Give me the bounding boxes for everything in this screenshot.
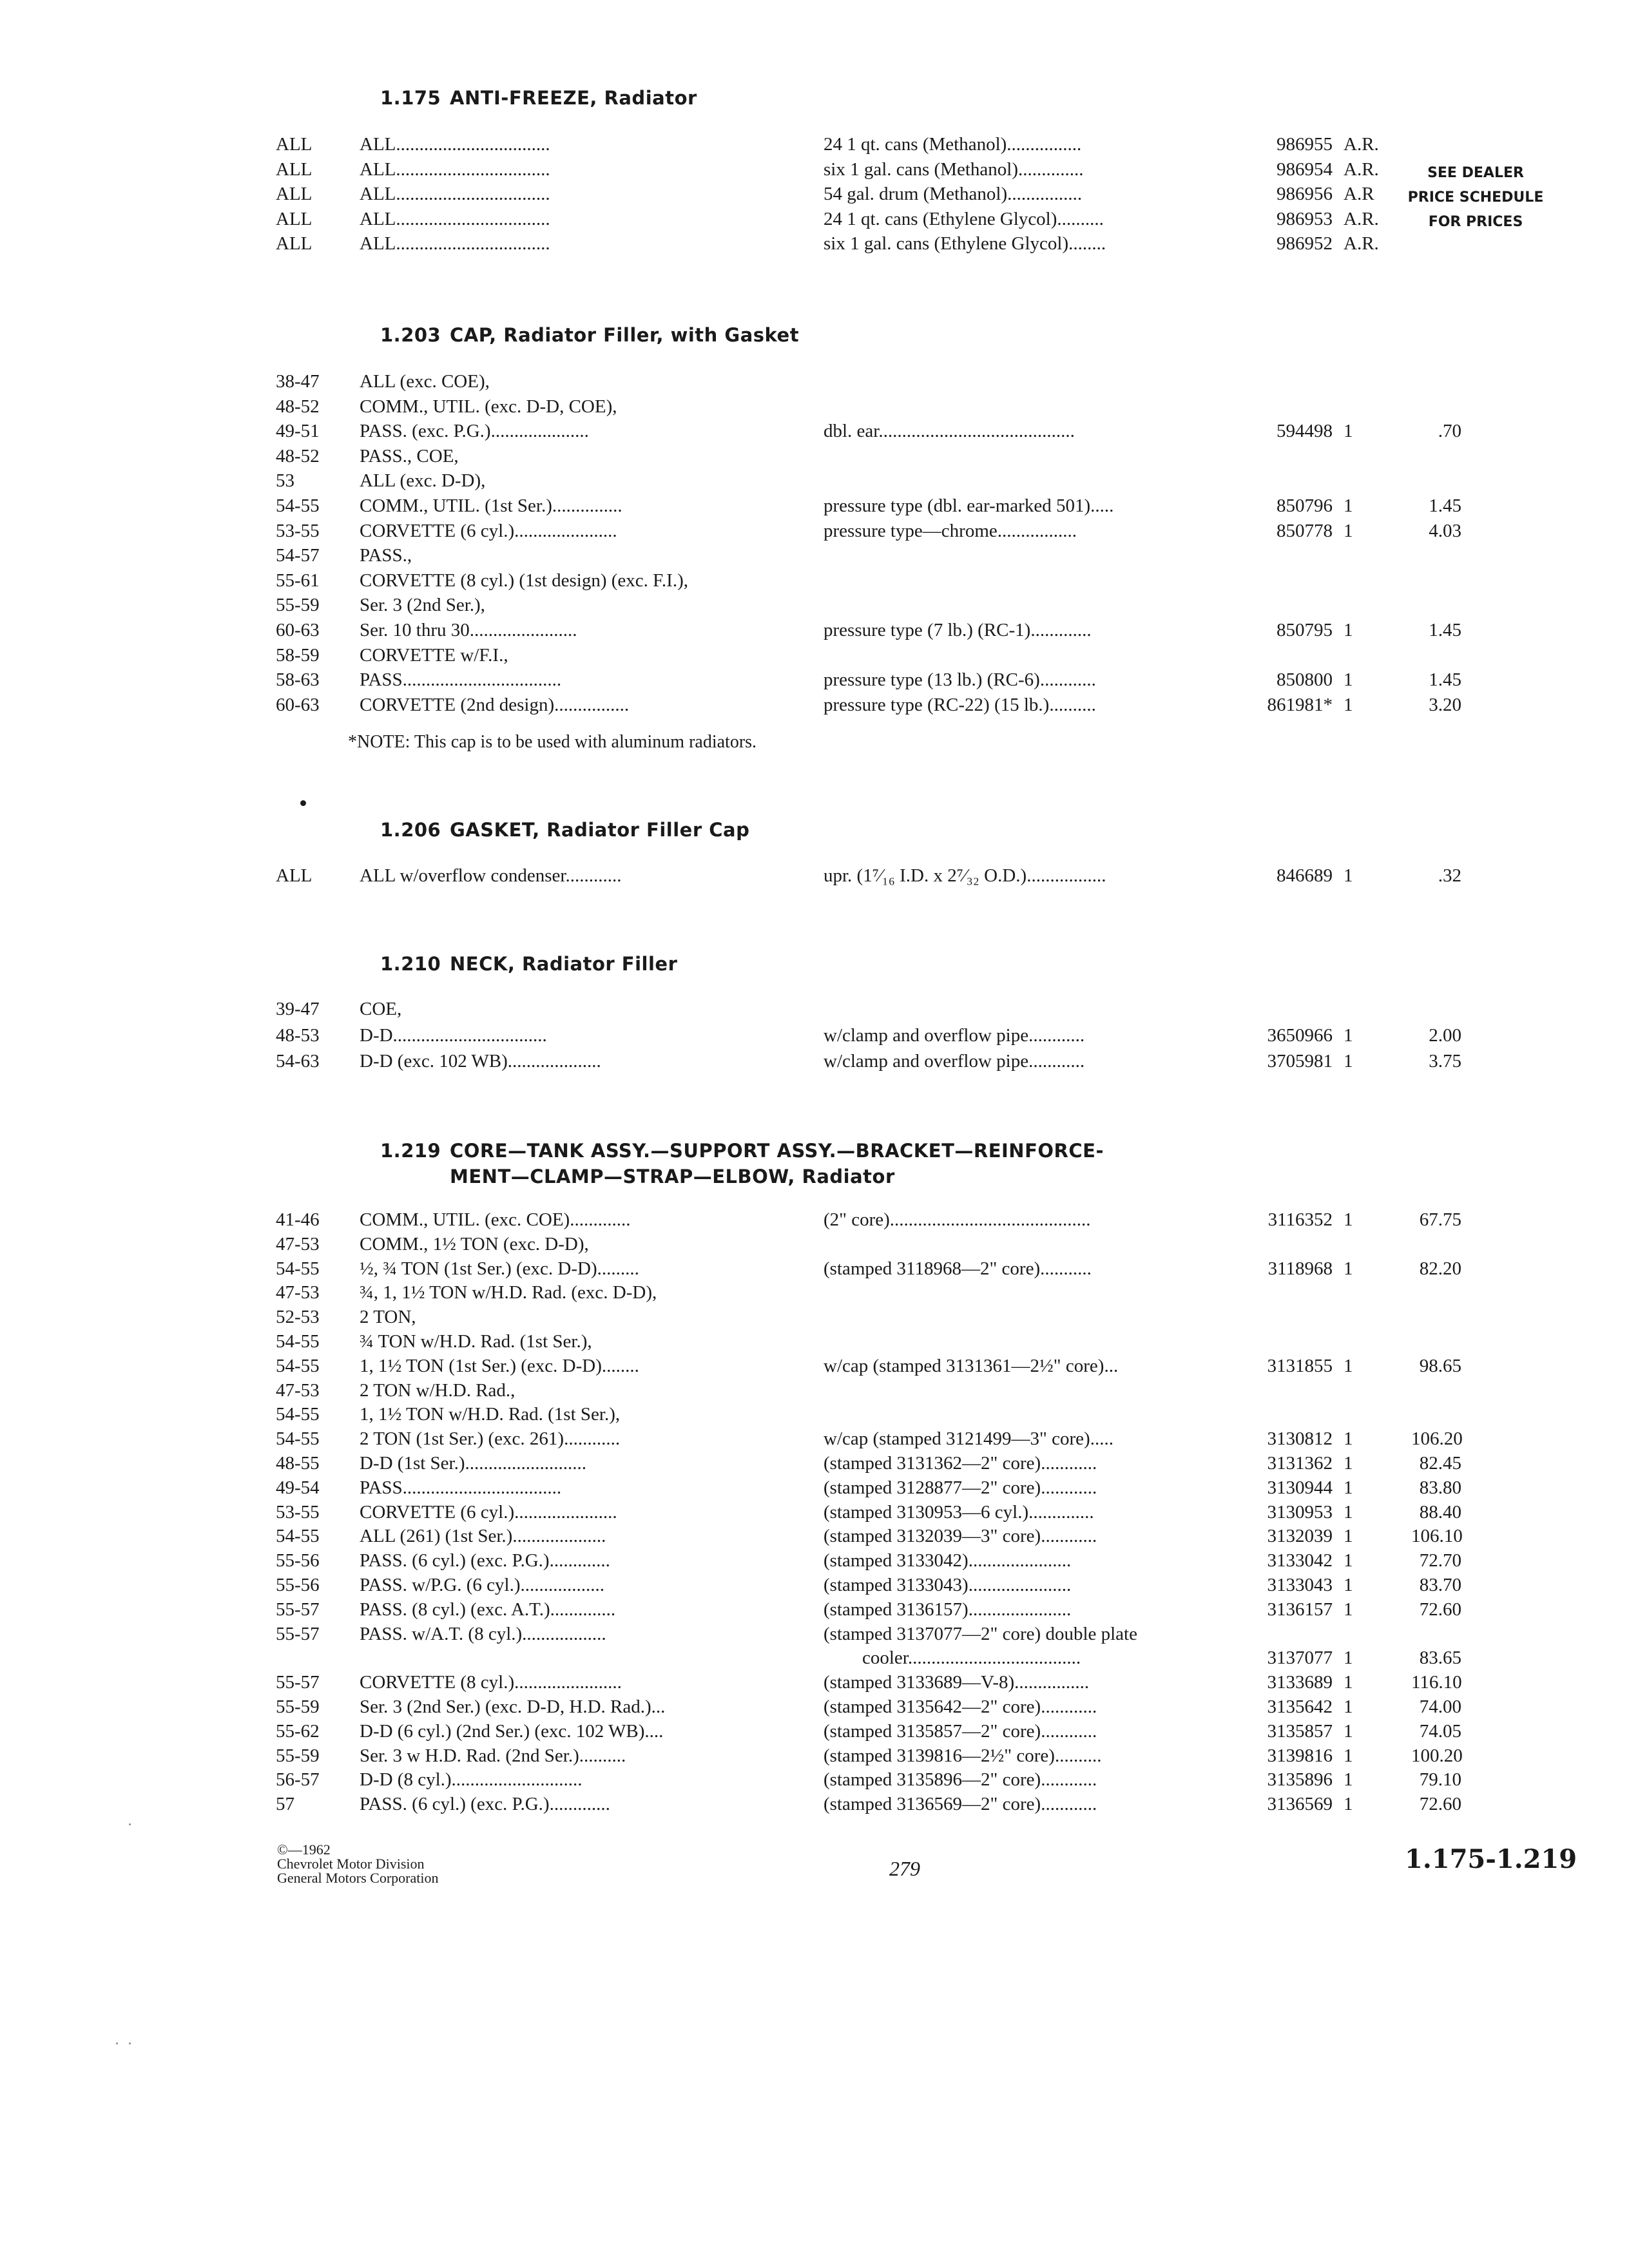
page-section-range: 1.175-1.219: [1405, 1844, 1577, 1874]
part-number: 850796: [1277, 495, 1333, 516]
part-description: w/clamp and overflow pipe............: [824, 1051, 1085, 1072]
part-description: (stamped 3132039—3" core)............: [824, 1526, 1097, 1547]
part-number: 3132039: [1267, 1526, 1333, 1547]
model-description: PASS. (exc. P.G.).....................: [360, 421, 589, 442]
model-description: D-D (6 cyl.) (2nd Ser.) (exc. 102 WB)....: [360, 1720, 664, 1742]
model-description: Ser. 3 (2nd Ser.) (exc. D-D, H.D. Rad.)...: [360, 1696, 666, 1717]
part-number: 3116352: [1268, 1209, 1333, 1230]
part-number: 3130953: [1267, 1501, 1333, 1523]
model-description: Ser. 10 thru 30.......................: [360, 620, 577, 640]
year-range: 47-53: [276, 1233, 320, 1254]
model-description: COMM., 1½ TON (exc. D-D),: [360, 1233, 589, 1254]
model-description: 1, 1½ TON (1st Ser.) (exc. D-D)........: [360, 1355, 639, 1376]
section-note: *NOTE: This cap is to be used with aluminum radiators.: [348, 732, 757, 752]
footer-division: Chevrolet Motor Division: [277, 1856, 425, 1872]
year-range: 55-61: [276, 570, 320, 591]
part-number: 850778: [1277, 520, 1333, 541]
table-row: [0, 1548, 1629, 1573]
part-description: (stamped 3139816—2½" core)..........: [824, 1745, 1102, 1766]
section-heading-line2: MENT—CLAMP—STRAP—ELBOW, Radiator: [450, 1166, 895, 1187]
part-description: pressure type (dbl. ear-marked 501).....: [824, 495, 1114, 516]
table-row: [0, 1354, 1629, 1378]
quantity: 1: [1344, 1209, 1353, 1230]
model-description: ALL.................................: [360, 233, 550, 255]
table-row: [0, 1402, 1629, 1427]
dealer-price-note: [1398, 161, 1553, 235]
quantity: 1: [1344, 1599, 1353, 1620]
dealer-note-line: FOR PRICES: [1428, 214, 1523, 230]
footer-corporation: General Motors Corporation: [277, 1870, 439, 1886]
part-description: pressure type (7 lb.) (RC-1).............: [824, 620, 1092, 640]
part-description: (stamped 3136569—2" core)............: [824, 1794, 1097, 1815]
part-description: pressure type—chrome.................: [824, 520, 1077, 541]
year-range: 41-46: [276, 1209, 320, 1230]
scan-speck: [116, 2042, 118, 2044]
part-description: (stamped 3128877—2" core)............: [824, 1477, 1097, 1498]
quantity: 1: [1344, 1794, 1353, 1815]
section-title-1219: [380, 1138, 1104, 1189]
year-range: ALL: [276, 159, 313, 180]
price: 88.40: [1419, 1501, 1461, 1523]
year-range: 54-63: [276, 1051, 320, 1072]
year-range: 55-62: [276, 1720, 320, 1742]
model-description: 2 TON (1st Ser.) (exc. 261)............: [360, 1428, 621, 1450]
year-range: 54-55: [276, 1355, 320, 1376]
year-range: 48-52: [276, 396, 320, 417]
price: 1.45: [1429, 669, 1461, 691]
quantity: 1: [1344, 1745, 1353, 1766]
table-row: [0, 668, 1629, 692]
year-range: 54-55: [276, 1404, 320, 1425]
year-range: 55-56: [276, 1575, 320, 1595]
part-description: (stamped 3118968—2" core)...........: [824, 1258, 1092, 1279]
quantity: 1: [1344, 1526, 1353, 1547]
table-row: [0, 132, 1629, 157]
part-description: w/clamp and overflow pipe............: [824, 1024, 1085, 1046]
table-row: [0, 643, 1629, 668]
model-description: CORVETTE (8 cyl.) (1st design) (exc. F.I.),: [360, 570, 688, 591]
section-heading: CAP, Radiator Filler, with Gasket: [450, 324, 800, 346]
quantity: 1: [1344, 1051, 1353, 1072]
year-range: 54-55: [276, 1428, 320, 1450]
model-description: ALL w/overflow condenser............: [360, 865, 622, 886]
part-description: (stamped 3136157)......................: [824, 1599, 1072, 1620]
price: 106.10: [1411, 1526, 1463, 1547]
year-range: 55-57: [276, 1672, 320, 1693]
part-number: 3136569: [1267, 1794, 1333, 1815]
price: 3.20: [1429, 694, 1461, 715]
model-description: PASS., COE,: [360, 445, 459, 466]
table-row: [0, 157, 1629, 182]
quantity: 1: [1344, 620, 1353, 640]
model-description: COMM., UTIL. (1st Ser.)...............: [360, 495, 622, 516]
scan-speck: [129, 2042, 131, 2044]
part-number: 3705981: [1267, 1051, 1333, 1072]
part-number: 986956: [1277, 184, 1333, 205]
price: 82.20: [1419, 1258, 1461, 1279]
section-title-1206: [380, 817, 749, 843]
footer-publisher: [277, 1843, 439, 1885]
part-number: 594498: [1277, 421, 1333, 442]
table-row: [0, 1207, 1629, 1232]
table-row: [0, 618, 1629, 642]
part-number: 850800: [1277, 669, 1333, 691]
year-range: 53: [276, 470, 294, 492]
quantity: 1: [1344, 1672, 1353, 1693]
part-description: 24 1 qt. cans (Ethylene Glycol)..........: [824, 208, 1104, 229]
part-description: cooler.....................................: [862, 1648, 1081, 1669]
price: 1.45: [1429, 620, 1461, 640]
quantity: A.R: [1344, 184, 1374, 205]
part-number: 3133043: [1267, 1575, 1333, 1595]
model-description: Ser. 3 (2nd Ser.),: [360, 595, 485, 616]
part-number: 986953: [1277, 208, 1333, 229]
price: .70: [1438, 421, 1461, 442]
price: 83.70: [1419, 1575, 1461, 1595]
table-row: [0, 568, 1629, 593]
model-description: COMM., UTIL. (exc. COE).............: [360, 1209, 631, 1230]
part-number: 3135642: [1267, 1696, 1333, 1717]
table-row: [0, 1792, 1629, 1816]
quantity: A.R.: [1344, 233, 1379, 255]
section-number: 1.219: [380, 1140, 441, 1162]
table-row: [0, 444, 1629, 468]
year-range: 56-57: [276, 1769, 320, 1791]
price: 83.65: [1419, 1648, 1461, 1669]
model-description: ALL (exc. COE),: [360, 371, 490, 392]
quantity: 1: [1344, 1550, 1353, 1571]
year-range: ALL: [276, 233, 313, 255]
year-range: 54-55: [276, 1258, 320, 1279]
model-description: CORVETTE (6 cyl.)......................: [360, 520, 617, 541]
price: 72.60: [1419, 1794, 1461, 1815]
part-number: 3130812: [1267, 1428, 1333, 1450]
table-row: [0, 1646, 1629, 1670]
price: 74.05: [1419, 1720, 1461, 1742]
model-description: 2 TON,: [360, 1307, 416, 1328]
model-description: COMM., UTIL. (exc. D-D, COE),: [360, 396, 617, 417]
model-description: CORVETTE (8 cyl.).......................: [360, 1672, 622, 1693]
year-range: 48-53: [276, 1024, 320, 1046]
section-title-1203: [380, 322, 799, 348]
model-description: ALL (exc. D-D),: [360, 470, 486, 492]
model-description: PASS. w/P.G. (6 cyl.)..................: [360, 1575, 605, 1595]
quantity: 1: [1344, 1477, 1353, 1498]
year-range: 52-53: [276, 1307, 320, 1328]
part-number: 3133042: [1267, 1550, 1333, 1571]
model-description: ½, ¾ TON (1st Ser.) (exc. D-D).........: [360, 1258, 639, 1279]
year-range: 55-57: [276, 1623, 320, 1644]
quantity: A.R.: [1344, 134, 1379, 155]
section-heading: GASKET, Radiator Filler Cap: [450, 819, 750, 841]
part-number: 3136157: [1267, 1599, 1333, 1620]
year-range: 38-47: [276, 371, 320, 392]
year-range: 54-55: [276, 1331, 320, 1352]
part-description: w/cap (stamped 3131361—2½" core)...: [824, 1355, 1119, 1376]
table-row: [0, 1524, 1629, 1548]
quantity: 1: [1344, 1696, 1353, 1717]
table-row: [0, 1597, 1629, 1622]
section-number: 1.203: [380, 324, 441, 346]
year-range: 39-47: [276, 999, 320, 1019]
part-number: 986952: [1277, 233, 1333, 255]
part-description: six 1 gal. cans (Ethylene Glycol)........: [824, 233, 1106, 255]
price: 83.80: [1419, 1477, 1461, 1498]
quantity: 1: [1344, 1769, 1353, 1791]
quantity: 1: [1344, 1355, 1353, 1376]
part-description: (2" core)...........................................: [824, 1209, 1091, 1230]
model-description: ¾, 1, 1½ TON w/H.D. Rad. (exc. D-D),: [360, 1282, 657, 1303]
year-range: 55-57: [276, 1599, 320, 1620]
model-description: PASS.,: [360, 545, 412, 566]
quantity: 1: [1344, 694, 1353, 715]
part-number: 3135857: [1267, 1720, 1333, 1742]
table-row: [0, 468, 1629, 493]
quantity: 1: [1344, 1258, 1353, 1279]
table-row: [0, 1280, 1629, 1305]
part-description: (stamped 3135896—2" core)............: [824, 1769, 1097, 1791]
table-row: [0, 1256, 1629, 1281]
part-number: 3133689: [1267, 1672, 1333, 1693]
table-row: [0, 1573, 1629, 1597]
part-description: (stamped 3133689—V-8)................: [824, 1672, 1090, 1693]
part-description: six 1 gal. cans (Methanol)..............: [824, 159, 1084, 180]
part-number: 3131855: [1267, 1355, 1333, 1376]
section-heading: ANTI-FREEZE, Radiator: [450, 87, 697, 109]
part-number: 861981*: [1267, 694, 1333, 715]
dealer-note-line: PRICE SCHEDULE: [1407, 189, 1544, 206]
year-range: 60-63: [276, 620, 320, 640]
part-description: pressure type (RC-22) (15 lb.)..........: [824, 694, 1096, 715]
part-description: w/cap (stamped 3121499—3" core).....: [824, 1428, 1113, 1450]
year-range: 55-59: [276, 1745, 320, 1766]
table-row: [0, 394, 1629, 419]
part-description: 24 1 qt. cans (Methanol)................: [824, 134, 1082, 155]
section-title-1175: [380, 85, 697, 111]
part-description: (stamped 3135857—2" core)............: [824, 1720, 1097, 1742]
price: 106.20: [1411, 1428, 1463, 1450]
price: 67.75: [1419, 1209, 1461, 1230]
year-range: 53-55: [276, 520, 320, 541]
model-description: ALL (261) (1st Ser.)....................: [360, 1526, 606, 1547]
table-row: [0, 231, 1629, 256]
model-description: Ser. 3 w H.D. Rad. (2nd Ser.)..........: [360, 1745, 626, 1766]
table-row: [0, 1670, 1629, 1695]
part-description: 54 gal. drum (Methanol)................: [824, 184, 1083, 205]
table-row: [0, 1622, 1629, 1646]
page-number: 279: [889, 1857, 920, 1880]
model-description: PASS. (6 cyl.) (exc. P.G.).............: [360, 1794, 610, 1815]
model-description: D-D (exc. 102 WB)....................: [360, 1051, 601, 1072]
year-range: 55-56: [276, 1550, 320, 1571]
model-description: ¾ TON w/H.D. Rad. (1st Ser.),: [360, 1331, 592, 1352]
table-row: [0, 1695, 1629, 1719]
quantity: A.R.: [1344, 159, 1379, 180]
model-description: CORVETTE (6 cyl.)......................: [360, 1501, 617, 1523]
quantity: 1: [1344, 669, 1353, 691]
price: 1.45: [1429, 495, 1461, 516]
year-range: ALL: [276, 184, 313, 205]
model-description: CORVETTE (2nd design)................: [360, 694, 630, 715]
part-description: dbl. ear..........................................: [824, 421, 1075, 442]
year-range: 48-52: [276, 445, 320, 466]
model-description: CORVETTE w/F.I.,: [360, 644, 508, 666]
part-description: (stamped 3133042)......................: [824, 1550, 1072, 1571]
model-description: ALL.................................: [360, 159, 550, 180]
section-heading: CORE—TANK ASSY.—SUPPORT ASSY.—BRACKET—REINFORCE-: [450, 1140, 1104, 1162]
year-range: 54-55: [276, 1526, 320, 1547]
year-range: 57: [276, 1794, 294, 1815]
year-range: 58-63: [276, 669, 320, 691]
section-heading: NECK, Radiator Filler: [450, 953, 678, 975]
table-row: [0, 419, 1629, 443]
table-row: [0, 1500, 1629, 1524]
quantity: 1: [1344, 1501, 1353, 1523]
model-description: PASS..................................: [360, 669, 562, 691]
price: 100.20: [1411, 1745, 1463, 1766]
part-description: (stamped 3135642—2" core)............: [824, 1696, 1097, 1717]
table-row: [0, 519, 1629, 543]
price: 82.45: [1419, 1453, 1461, 1474]
quantity: 1: [1344, 421, 1353, 442]
table-row: [0, 543, 1629, 568]
part-number: 3118968: [1268, 1258, 1333, 1279]
part-description: (stamped 3130953—6 cyl.)..............: [824, 1501, 1094, 1523]
part-description: (stamped 3131362—2" core)............: [824, 1453, 1097, 1474]
section-number: 1.210: [380, 953, 441, 975]
table-row: [0, 1451, 1629, 1475]
model-description: ALL.................................: [360, 134, 550, 155]
model-description: PASS. (8 cyl.) (exc. A.T.)..............: [360, 1599, 616, 1620]
table-row: [0, 997, 1629, 1021]
section-number: 1.175: [380, 87, 441, 109]
quantity: 1: [1344, 495, 1353, 516]
year-range: 55-59: [276, 595, 320, 616]
table-row: [0, 1475, 1629, 1500]
year-range: ALL: [276, 208, 313, 229]
model-description: COE,: [360, 999, 402, 1019]
year-range: 49-51: [276, 421, 320, 442]
part-number: 846689: [1277, 865, 1333, 886]
price: 2.00: [1429, 1024, 1461, 1046]
part-number: 3131362: [1267, 1453, 1333, 1474]
model-description: D-D (1st Ser.)..........................: [360, 1453, 587, 1474]
table-row: [0, 182, 1629, 206]
year-range: 53-55: [276, 1501, 320, 1523]
price: 116.10: [1411, 1672, 1462, 1693]
price: 79.10: [1419, 1769, 1461, 1791]
model-description: PASS. (6 cyl.) (exc. P.G.).............: [360, 1550, 610, 1571]
model-description: 2 TON w/H.D. Rad.,: [360, 1379, 516, 1401]
section-title-1210: [380, 951, 677, 977]
model-description: D-D.................................: [360, 1024, 547, 1046]
year-range: 58-59: [276, 644, 320, 666]
year-range: 49-54: [276, 1477, 320, 1498]
part-number: 986954: [1277, 159, 1333, 180]
part-description: (stamped 3137077—2" core) double plate: [824, 1623, 1137, 1644]
model-description: PASS..................................: [360, 1477, 562, 1498]
table-row: [0, 1232, 1629, 1256]
price: 98.65: [1419, 1355, 1461, 1376]
model-description: D-D (8 cyl.)............................: [360, 1769, 583, 1791]
part-number: 3130944: [1267, 1477, 1333, 1498]
footer-copyright: ©—1962: [277, 1841, 331, 1858]
table-row: [0, 1305, 1629, 1329]
year-range: ALL: [276, 134, 313, 155]
part-description: (stamped 3133043)......................: [824, 1575, 1072, 1595]
year-range: 55-59: [276, 1696, 320, 1717]
table-row: [0, 1049, 1629, 1073]
year-range: 48-55: [276, 1453, 320, 1474]
year-range: 54-57: [276, 545, 320, 566]
quantity: 1: [1344, 1428, 1353, 1450]
dealer-note-line: SEE DEALER: [1427, 165, 1524, 181]
quantity: 1: [1344, 1453, 1353, 1474]
model-description: ALL.................................: [360, 208, 550, 229]
quantity: 1: [1344, 1024, 1353, 1046]
price: 72.70: [1419, 1550, 1461, 1571]
table-row: [0, 1767, 1629, 1792]
year-range: ALL: [276, 865, 313, 886]
part-number: 3650966: [1267, 1024, 1333, 1046]
price: 3.75: [1429, 1051, 1461, 1072]
model-description: 1, 1½ TON w/H.D. Rad. (1st Ser.),: [360, 1404, 621, 1425]
table-row: [0, 863, 1629, 888]
year-range: 47-53: [276, 1379, 320, 1401]
table-row: [0, 494, 1629, 518]
price: 4.03: [1429, 520, 1461, 541]
table-row: [0, 207, 1629, 231]
table-row: [0, 593, 1629, 617]
scan-speck: [129, 1823, 131, 1825]
price: 72.60: [1419, 1599, 1461, 1620]
part-number: 3137077: [1267, 1648, 1333, 1669]
year-range: 47-53: [276, 1282, 320, 1303]
table-row: [0, 369, 1629, 394]
quantity: 1: [1344, 865, 1353, 886]
bullet-marker: [300, 800, 306, 806]
table-row: [0, 1427, 1629, 1451]
table-row: [0, 693, 1629, 717]
part-number: 850795: [1277, 620, 1333, 640]
year-range: 54-55: [276, 495, 320, 516]
part-number: 3135896: [1267, 1769, 1333, 1791]
table-row: [0, 1378, 1629, 1403]
quantity: 1: [1344, 1720, 1353, 1742]
price: .32: [1438, 865, 1461, 886]
part-description: upr. (1⁷⁄₁₆ I.D. x 2⁷⁄₃₂ O.D.).................: [824, 865, 1106, 886]
table-row: [0, 1744, 1629, 1768]
part-number: 3139816: [1267, 1745, 1333, 1766]
year-range: 60-63: [276, 694, 320, 715]
part-number: 986955: [1277, 134, 1333, 155]
part-description: pressure type (13 lb.) (RC-6)............: [824, 669, 1096, 691]
price: 74.00: [1419, 1696, 1461, 1717]
model-description: PASS. w/A.T. (8 cyl.)..................: [360, 1623, 606, 1644]
table-row: [0, 1329, 1629, 1354]
quantity: 1: [1344, 520, 1353, 541]
quantity: 1: [1344, 1648, 1353, 1669]
table-row: [0, 1719, 1629, 1744]
table-row: [0, 1023, 1629, 1048]
section-number: 1.206: [380, 819, 441, 841]
quantity: 1: [1344, 1575, 1353, 1595]
model-description: ALL.................................: [360, 184, 550, 205]
quantity: A.R.: [1344, 208, 1379, 229]
